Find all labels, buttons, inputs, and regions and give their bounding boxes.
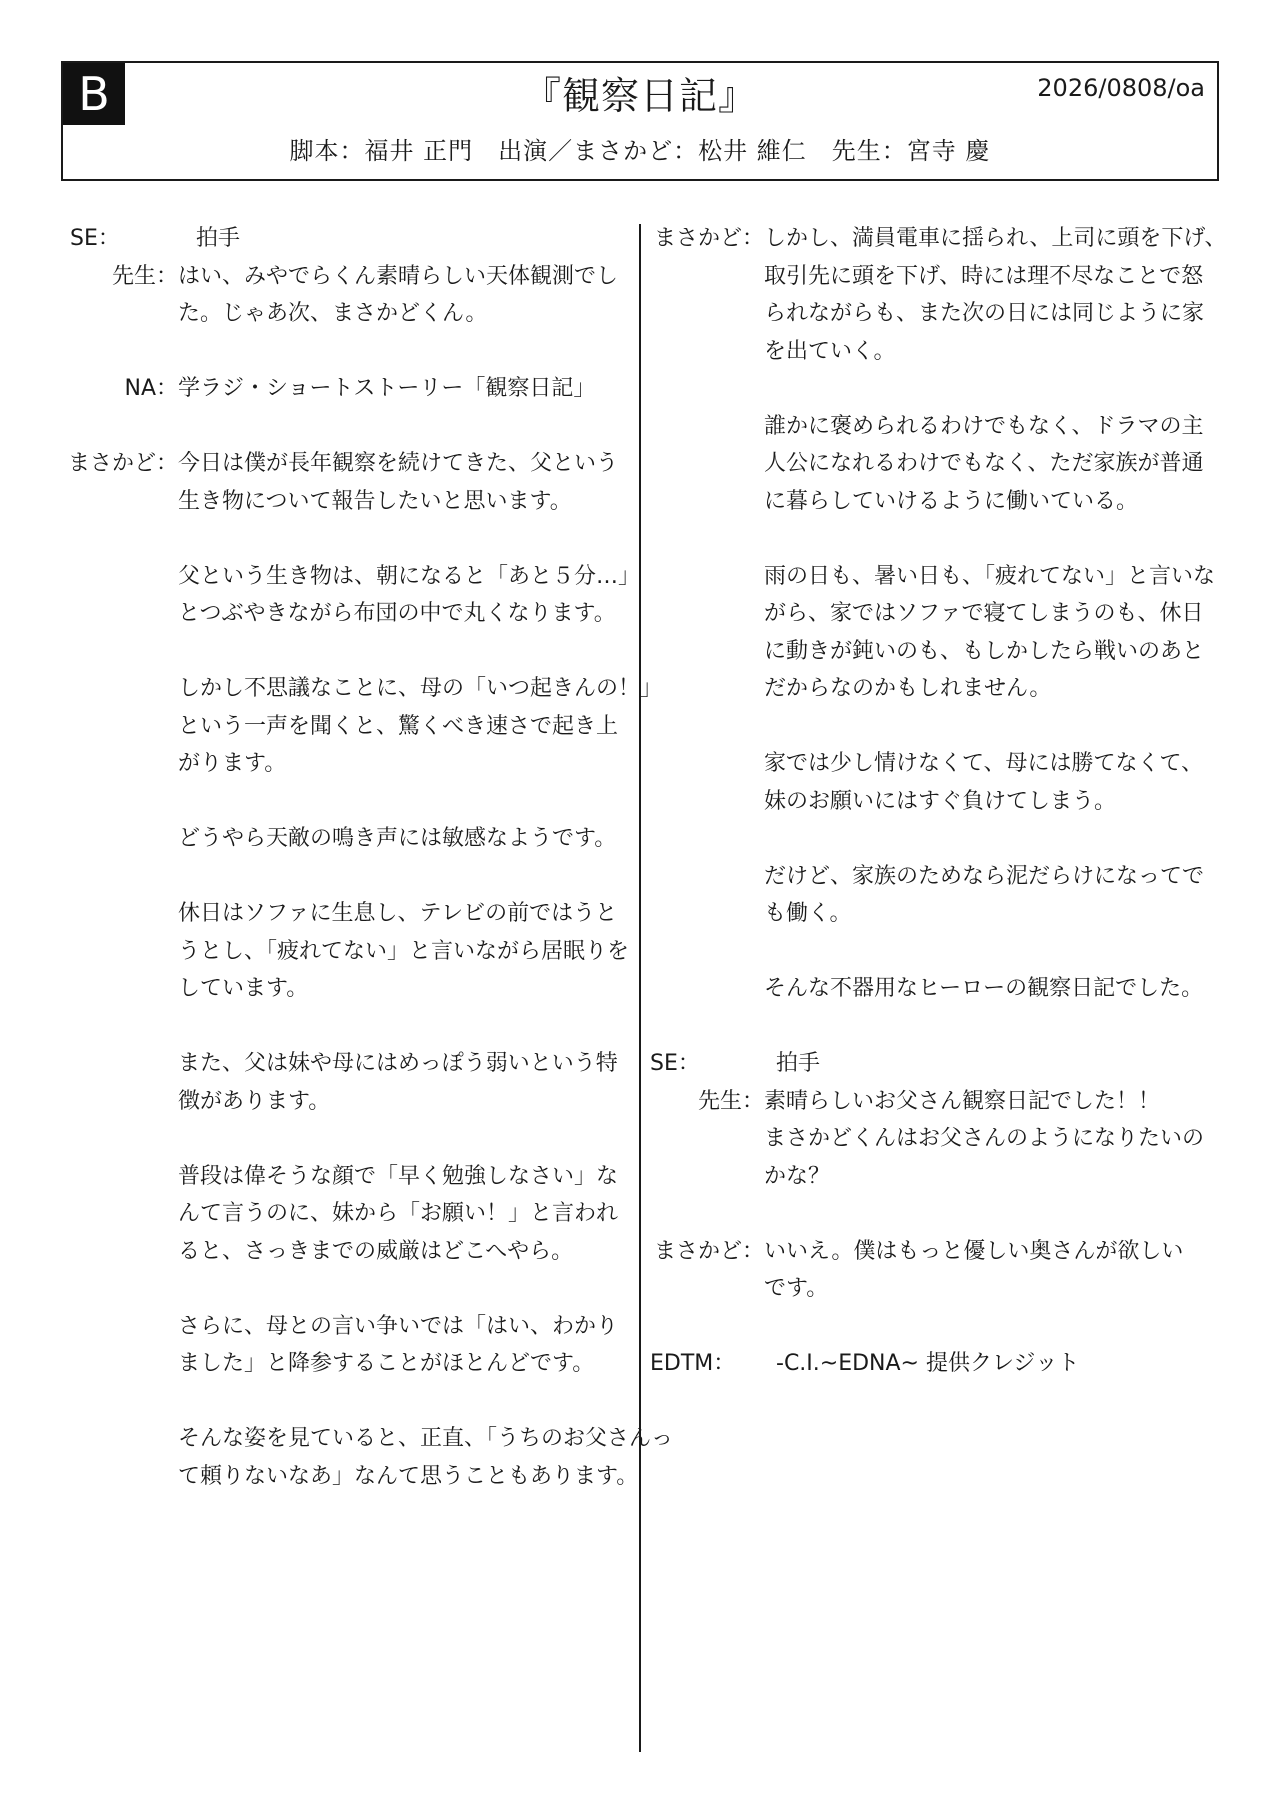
dialogue-line: 素晴らしいお父さん観察日記でした！！	[764, 1088, 1161, 1114]
dialogue-line: さらに、母との言い争いでは「はい、わかり	[178, 1313, 619, 1339]
speaker-label: まさかど：	[67, 451, 178, 476]
dialogue-line: うとし、「疲れてない」と言いながら居眠りを	[178, 938, 630, 964]
dialogue-line: しかし、満員電車に揺られ、上司に頭を下げ、	[764, 226, 1227, 251]
dialogue-line: に暮らしていけるように働いている。	[764, 488, 1139, 514]
dialogue-paragraph	[764, 970, 1228, 1008]
dialogue-line: どうやら天敵の鳴き声には敏感なようです。	[178, 826, 617, 851]
speaker-label: SE：	[650, 1051, 700, 1076]
dialogue-line: そんな姿を見ていると、正直、「うちのお父さんっ	[178, 1426, 674, 1451]
speaker-label: EDTM：	[650, 1351, 736, 1376]
script-entry-sensei	[60, 258, 640, 333]
broadcast-date: 2026/0808/oa	[1037, 74, 1205, 102]
script-entry-se	[60, 220, 640, 258]
dialogue-paragraph	[178, 558, 673, 633]
dialogue-line: 取引先に頭を下げ、時には理不尽なことで怒	[764, 263, 1204, 289]
script-title: 『観察日記』	[522, 74, 757, 118]
dialogue-paragraph	[178, 1308, 673, 1383]
stage-direction: -C.I.~EDNA~ 提供クレジット	[776, 1351, 1080, 1376]
dialogue-line: また、父は妹や母にはめっぽう弱いという特	[178, 1051, 618, 1076]
dialogue-line: そんな不器用なヒーローの観察日記でした。	[764, 976, 1204, 1001]
dialogue-line: 家では少し情けなくて、母には勝てなくて、	[764, 751, 1204, 776]
dialogue-line: を出ていく。	[764, 338, 896, 364]
left-column	[60, 220, 674, 1533]
dialogue-paragraph	[178, 1158, 673, 1271]
dialogue-line: て頼りないなあ」なんて思うこともあります。	[178, 1463, 639, 1489]
dialogue-line: た。じゃあ次、まさかどくん。	[178, 301, 488, 326]
right-column	[648, 220, 1228, 1420]
dialogue-line: 徴があります。	[178, 1088, 331, 1114]
dialogue-line: んて言うのに、妹から「お願い！」と言われ	[178, 1201, 619, 1226]
stage-direction: 拍手	[196, 226, 241, 251]
dialogue-line: がります。	[178, 751, 287, 776]
dialogue-paragraph	[764, 858, 1228, 933]
stage-direction: 拍手	[776, 1051, 821, 1076]
speaker-label: まさかど：	[653, 1238, 764, 1264]
dialogue-paragraph	[764, 558, 1228, 708]
script-entry-se	[648, 1045, 1228, 1083]
episode-badge: B	[63, 63, 125, 125]
dialogue-line: 父という生き物は、朝になると「あと５分…」	[178, 563, 641, 589]
speaker-label: SE：	[70, 226, 120, 251]
speaker-label: NA：	[124, 376, 178, 401]
dialogue-line: 妹のお願いにはすぐ負けてしまう。	[764, 788, 1117, 814]
dialogue-line: かな？	[764, 1163, 831, 1189]
script-entry-masakado	[648, 220, 1228, 1008]
dialogue-line: とつぶやきながら布団の中で丸くなります。	[178, 601, 616, 626]
dialogue-paragraph	[178, 445, 673, 520]
dialogue-line: という一声を聞くと、驚くべき速さで起き上	[178, 713, 619, 739]
dialogue-line: です。	[764, 1276, 829, 1301]
speaker-label: 先生：	[111, 263, 178, 289]
dialogue-line: まさかどくんはお父さんのようになりたいの	[764, 1126, 1205, 1151]
dialogue-line: だからなのかもしれません。	[764, 676, 1052, 701]
dialogue-line: 生き物について報告したいと思います。	[178, 488, 572, 514]
dialogue-paragraph	[178, 1420, 673, 1495]
narration-line: 学ラジ・ショートストーリー「観察日記」	[178, 376, 596, 401]
script-entry-edtm	[648, 1345, 1228, 1383]
dialogue-paragraph	[178, 895, 673, 1008]
dialogue-line: 普段は偉そうな顔で「早く勉強しなさい」な	[178, 1163, 619, 1189]
dialogue-line: がら、家ではソファで寝てしまうのも、休日	[764, 601, 1204, 626]
script-entry-na	[60, 370, 640, 408]
dialogue-line: しかし不思議なことに、母の「いつ起きんの！」	[178, 676, 663, 701]
dialogue-line: 人公になれるわけでもなく、ただ家族が普通	[764, 451, 1204, 476]
script-entry-sensei	[648, 1083, 1228, 1196]
dialogue-line: だけど、家族のためなら泥だらけになってで	[764, 863, 1205, 889]
dialogue-line: ると、さっきまでの威厳はどこへやら。	[178, 1238, 574, 1264]
dialogue-line: 休日はソファに生息し、テレビの前ではうと	[178, 901, 618, 926]
script-entry-masakado	[648, 1233, 1228, 1308]
dialogue-paragraph	[764, 745, 1228, 820]
speaker-label: 先生：	[697, 1088, 764, 1114]
dialogue-paragraph	[178, 670, 673, 783]
dialogue-paragraph	[178, 1045, 673, 1120]
dialogue-paragraph	[764, 408, 1228, 521]
dialogue-line: に動きが鈍いのも、もしかしたら戦いのあと	[764, 638, 1205, 664]
dialogue-line: 誰かに褒められるわけでもなく、ドラマの主	[764, 413, 1204, 439]
dialogue-paragraph	[178, 820, 673, 858]
dialogue-line: 今日は僕が長年観察を続けてきた、父という	[178, 451, 619, 476]
dialogue-line: 雨の日も、暑い日も、「疲れてない」と言いな	[764, 563, 1216, 589]
script-header	[61, 61, 1219, 181]
dialogue-line: も働く。	[764, 901, 852, 926]
dialogue-line: ました」と降参することがほとんどです。	[178, 1351, 595, 1376]
dialogue-paragraph	[764, 220, 1228, 370]
speaker-label: まさかど：	[653, 226, 764, 251]
script-entry-masakado	[60, 445, 674, 1495]
dialogue-line: られながらも、また次の日には同じように家	[764, 301, 1205, 326]
dialogue-line: はい、みやでらくん素晴らしい天体観測でし	[178, 263, 619, 289]
dialogue-line: しています。	[178, 976, 309, 1001]
dialogue-line: いいえ。僕はもっと優しい奥さんが欲しい	[764, 1238, 1184, 1264]
credits-line: 脚本：福井 正門 出演／まさかど：松井 維仁 先生：宮寺 慶	[289, 137, 991, 165]
